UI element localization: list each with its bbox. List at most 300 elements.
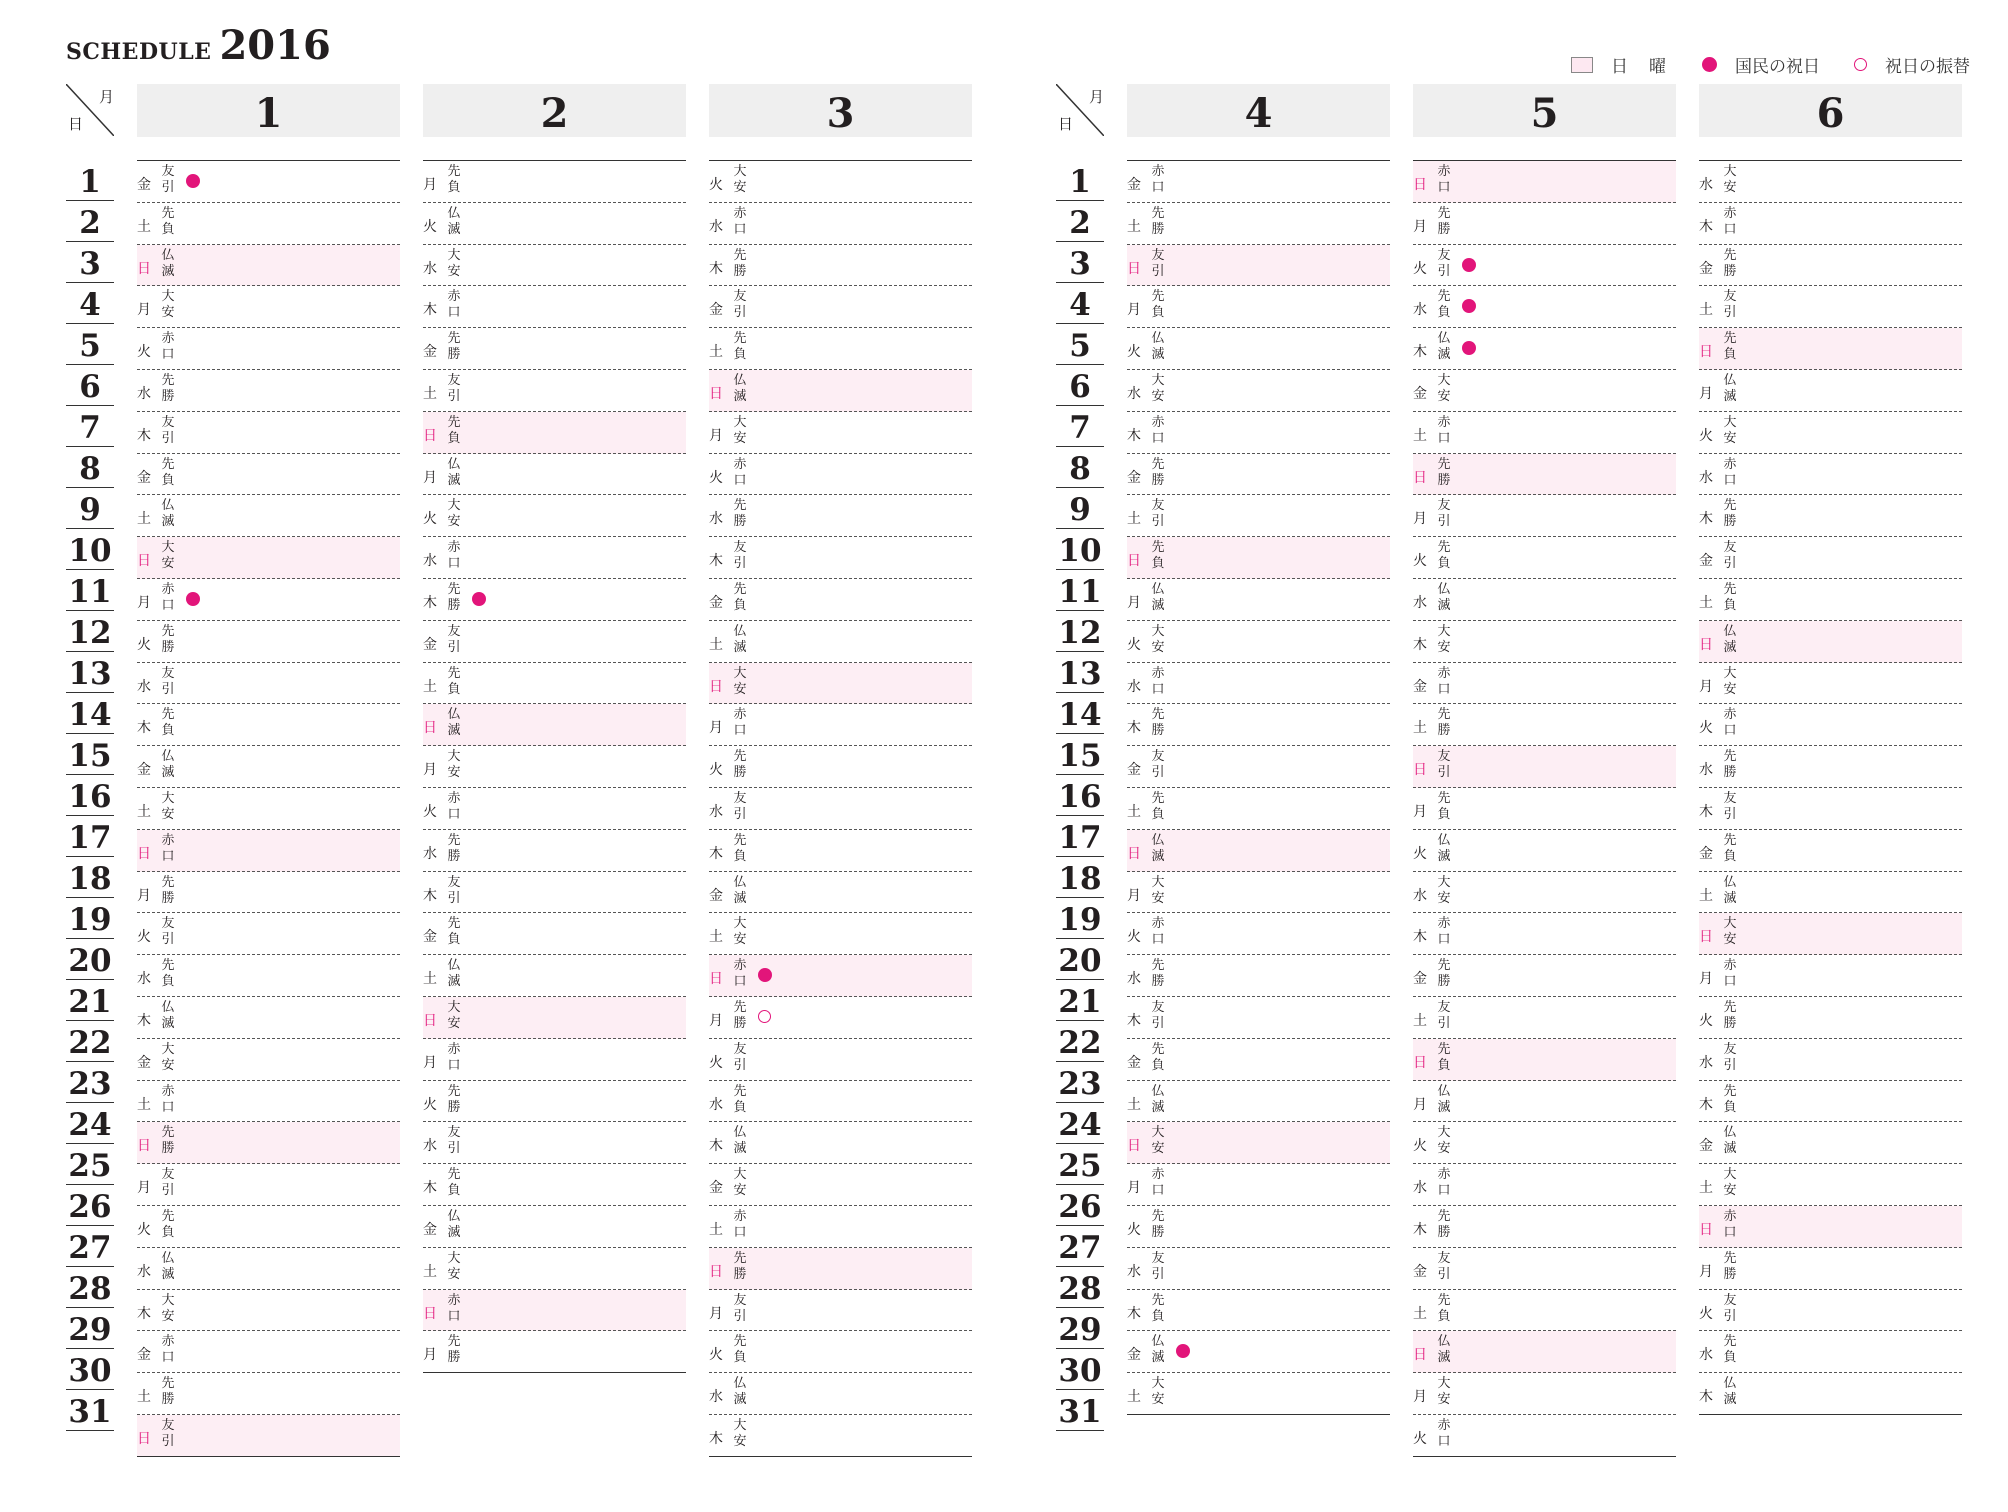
rokuyo-label: 友 引	[1723, 289, 1737, 321]
day-row[interactable]	[1699, 161, 1962, 203]
day-row[interactable]	[423, 1248, 686, 1290]
rokuyo-label: 先 負	[733, 1334, 747, 1366]
day-number: 30	[66, 1349, 114, 1390]
day-row[interactable]	[137, 1206, 400, 1248]
day-row[interactable]	[1699, 1331, 1962, 1373]
weekday-label: 火	[1413, 845, 1427, 862]
day-row[interactable]	[1127, 872, 1390, 914]
day-row[interactable]	[1127, 1290, 1390, 1332]
day-row[interactable]	[1413, 328, 1676, 370]
rokuyo-label: 友 引	[1151, 1250, 1165, 1282]
day-number: 14	[1056, 693, 1104, 734]
day-row[interactable]	[1413, 1164, 1676, 1206]
day-row[interactable]	[137, 1081, 400, 1123]
rokuyo-label: 大 安	[1151, 1376, 1165, 1408]
day-row[interactable]	[137, 1373, 400, 1415]
day-row[interactable]	[1413, 1206, 1676, 1248]
day-number: 6	[66, 365, 114, 406]
day-row[interactable]	[1413, 746, 1676, 788]
day-row[interactable]	[137, 537, 400, 579]
day-row[interactable]	[1413, 1373, 1676, 1415]
day-row[interactable]	[1127, 1331, 1390, 1373]
day-row[interactable]	[709, 1248, 972, 1290]
day-number: 5	[66, 324, 114, 365]
day-row[interactable]	[423, 788, 686, 830]
rokuyo-label: 先 勝	[1151, 205, 1165, 237]
day-row[interactable]	[137, 203, 400, 245]
day-row[interactable]	[1699, 454, 1962, 496]
day-row[interactable]	[423, 663, 686, 705]
day-row[interactable]	[137, 955, 400, 997]
weekday-label: 木	[137, 720, 151, 737]
day-row[interactable]	[709, 203, 972, 245]
day-row[interactable]	[1127, 579, 1390, 621]
weekday-label: 土	[1127, 511, 1141, 528]
day-row[interactable]	[137, 495, 400, 537]
day-row[interactable]	[423, 704, 686, 746]
day-row[interactable]	[423, 621, 686, 663]
weekday-label: 土	[137, 1096, 151, 1113]
weekday-label: 水	[137, 678, 151, 695]
rokuyo-label: 先 勝	[161, 1376, 175, 1408]
corner-month-label: 月	[98, 88, 114, 106]
day-row[interactable]	[1413, 579, 1676, 621]
rokuyo-label: 先 負	[1437, 1041, 1451, 1073]
day-row[interactable]	[709, 1039, 972, 1081]
day-row[interactable]	[1127, 1248, 1390, 1290]
rokuyo-label: 仏 滅	[1723, 874, 1737, 906]
weekday-label: 金	[137, 177, 151, 193]
day-row[interactable]	[1699, 537, 1962, 579]
day-row[interactable]	[709, 454, 972, 496]
rokuyo-label: 仏 滅	[733, 1125, 747, 1157]
weekday-label: 日	[1699, 1221, 1713, 1238]
day-row[interactable]	[1699, 955, 1962, 997]
day-row[interactable]	[1127, 788, 1390, 830]
day-row[interactable]	[709, 663, 972, 705]
weekday-label: 月	[1127, 302, 1141, 319]
day-row[interactable]	[1127, 663, 1390, 705]
day-row[interactable]	[709, 328, 972, 370]
weekday-label: 日	[709, 385, 723, 402]
day-row[interactable]	[1413, 955, 1676, 997]
rokuyo-label: 仏 滅	[1151, 1083, 1165, 1115]
rokuyo-label: 赤 口	[1437, 1167, 1451, 1199]
day-row[interactable]	[1699, 788, 1962, 830]
day-row[interactable]	[1413, 161, 1676, 203]
day-row[interactable]	[1127, 913, 1390, 955]
day-row[interactable]	[1127, 621, 1390, 663]
rokuyo-label: 先 負	[1437, 1292, 1451, 1324]
day-row[interactable]	[1699, 495, 1962, 537]
weekday-label: 火	[709, 177, 723, 193]
day-row[interactable]	[137, 161, 400, 203]
day-row[interactable]	[1127, 161, 1390, 203]
weekday-label: 金	[1127, 177, 1141, 193]
day-row[interactable]	[1699, 245, 1962, 287]
rokuyo-label: 友 引	[733, 1292, 747, 1324]
rokuyo-label: 先 負	[1151, 1041, 1165, 1073]
rokuyo-label: 先 勝	[1723, 1250, 1737, 1282]
day-row[interactable]	[1699, 621, 1962, 663]
weekday-label: 水	[709, 511, 723, 528]
day-row[interactable]	[1127, 328, 1390, 370]
weekday-label: 火	[709, 469, 723, 486]
day-row[interactable]	[137, 454, 400, 496]
day-row[interactable]	[709, 1373, 972, 1415]
day-row[interactable]	[423, 161, 686, 203]
day-row[interactable]	[709, 537, 972, 579]
day-row[interactable]	[1127, 704, 1390, 746]
rokuyo-label: 先 負	[161, 456, 175, 488]
day-row[interactable]	[423, 1039, 686, 1081]
rokuyo-label: 大 安	[1723, 414, 1737, 446]
rokuyo-label: 仏 滅	[447, 456, 461, 488]
day-row[interactable]	[423, 579, 686, 621]
day-row[interactable]	[423, 454, 686, 496]
title-label: SCHEDULE	[66, 39, 212, 65]
day-row[interactable]	[423, 872, 686, 914]
rokuyo-label: 仏 滅	[447, 707, 461, 739]
day-row[interactable]	[709, 245, 972, 287]
day-row[interactable]	[709, 412, 972, 454]
day-number: 29	[66, 1308, 114, 1349]
weekday-label: 日	[423, 427, 437, 444]
weekday-label: 火	[423, 511, 437, 528]
rokuyo-label: 仏 滅	[733, 623, 747, 655]
rokuyo-label: 先 負	[1723, 832, 1737, 864]
day-number: 3	[1056, 242, 1104, 283]
hollow-dot-icon	[1854, 58, 1867, 71]
day-row[interactable]	[709, 286, 972, 328]
rokuyo-label: 先 勝	[1151, 456, 1165, 488]
weekday-label: 木	[1699, 511, 1713, 528]
day-row[interactable]	[1413, 621, 1676, 663]
day-row[interactable]	[1413, 454, 1676, 496]
day-row[interactable]	[1413, 1415, 1676, 1457]
day-row[interactable]	[1699, 1248, 1962, 1290]
rokuyo-label: 先 負	[1723, 331, 1737, 363]
calendar-title	[66, 22, 331, 69]
day-row[interactable]	[1699, 1290, 1962, 1332]
day-row[interactable]	[1413, 1039, 1676, 1081]
day-row[interactable]	[1699, 997, 1962, 1039]
rokuyo-label: 赤 口	[1723, 205, 1737, 237]
day-row[interactable]	[137, 788, 400, 830]
day-row[interactable]	[1127, 245, 1390, 287]
day-row[interactable]	[137, 1122, 400, 1164]
day-number: 24	[1056, 1103, 1104, 1144]
month-column	[1127, 84, 1390, 1408]
day-row[interactable]	[137, 370, 400, 412]
day-row[interactable]	[1413, 537, 1676, 579]
day-row[interactable]	[137, 1415, 400, 1457]
day-row[interactable]	[423, 913, 686, 955]
day-row[interactable]	[1699, 412, 1962, 454]
day-row[interactable]	[137, 872, 400, 914]
day-row[interactable]	[1699, 1039, 1962, 1081]
weekday-label: 水	[709, 218, 723, 235]
day-row[interactable]	[709, 1081, 972, 1123]
day-row[interactable]	[423, 955, 686, 997]
day-row[interactable]	[137, 746, 400, 788]
weekday-label: 金	[1699, 260, 1713, 277]
rokuyo-label: 大 安	[733, 1167, 747, 1199]
day-row[interactable]	[709, 621, 972, 663]
rokuyo-label: 大 安	[1437, 1125, 1451, 1157]
day-row[interactable]	[1127, 370, 1390, 412]
day-row[interactable]	[1127, 495, 1390, 537]
day-row[interactable]	[1127, 1039, 1390, 1081]
holiday-dot-icon	[1462, 258, 1476, 272]
day-row[interactable]	[423, 203, 686, 245]
day-row[interactable]	[709, 1290, 972, 1332]
day-row[interactable]	[1127, 286, 1390, 328]
day-row[interactable]	[1127, 537, 1390, 579]
rokuyo-label: 赤 口	[1151, 916, 1165, 948]
day-row[interactable]	[709, 830, 972, 872]
weekday-label: 水	[423, 1138, 437, 1155]
month-header: 1	[137, 84, 400, 137]
day-row[interactable]	[1413, 1290, 1676, 1332]
weekday-label: 木	[423, 594, 437, 611]
weekday-label: 土	[423, 678, 437, 695]
day-row[interactable]	[137, 286, 400, 328]
weekday-label: 木	[709, 1138, 723, 1155]
day-row[interactable]	[137, 830, 400, 872]
day-row[interactable]	[709, 1164, 972, 1206]
day-row[interactable]	[1127, 1206, 1390, 1248]
weekday-label: 火	[709, 1347, 723, 1364]
day-number: 19	[66, 898, 114, 939]
month-header: 6	[1699, 84, 1962, 137]
day-row[interactable]	[1699, 663, 1962, 705]
day-row[interactable]	[1127, 746, 1390, 788]
day-row[interactable]	[1699, 286, 1962, 328]
weekday-label: 火	[137, 636, 151, 653]
day-row[interactable]	[137, 997, 400, 1039]
weekday-label: 水	[1127, 1263, 1141, 1280]
day-row[interactable]	[423, 328, 686, 370]
day-row[interactable]	[423, 1081, 686, 1123]
day-row[interactable]	[709, 1206, 972, 1248]
day-row[interactable]	[137, 1331, 400, 1373]
day-row[interactable]	[1413, 495, 1676, 537]
day-row[interactable]	[1127, 203, 1390, 245]
day-row[interactable]	[709, 872, 972, 914]
day-number: 8	[1056, 447, 1104, 488]
day-row[interactable]	[1413, 997, 1676, 1039]
day-row[interactable]	[709, 370, 972, 412]
weekday-label: 金	[709, 887, 723, 904]
weekday-label: 月	[137, 1180, 151, 1197]
day-row[interactable]	[1413, 370, 1676, 412]
day-row[interactable]	[423, 286, 686, 328]
day-row[interactable]	[423, 412, 686, 454]
weekday-label: 木	[423, 302, 437, 319]
weekday-label: 水	[1699, 1054, 1713, 1071]
day-row[interactable]	[709, 997, 972, 1039]
weekday-label: 日	[423, 1305, 437, 1322]
day-row[interactable]	[1413, 663, 1676, 705]
day-row[interactable]	[1127, 1164, 1390, 1206]
day-row[interactable]	[709, 746, 972, 788]
day-row[interactable]	[1699, 830, 1962, 872]
day-row[interactable]	[1699, 328, 1962, 370]
day-row[interactable]	[423, 1122, 686, 1164]
day-row[interactable]	[1413, 1081, 1676, 1123]
day-row[interactable]	[1127, 454, 1390, 496]
substitute-holiday-icon	[758, 1010, 771, 1023]
weekday-label: 水	[1413, 302, 1427, 319]
day-row[interactable]	[1699, 1122, 1962, 1164]
day-row[interactable]	[423, 746, 686, 788]
rokuyo-label: 大 安	[1151, 623, 1165, 655]
day-row[interactable]	[423, 1164, 686, 1206]
corner-day-label: 日	[1058, 115, 1074, 133]
day-row[interactable]	[423, 1290, 686, 1332]
day-row[interactable]	[1699, 579, 1962, 621]
rokuyo-label: 先 勝	[1437, 958, 1451, 990]
day-row[interactable]	[709, 161, 972, 203]
rokuyo-label: 大 安	[161, 540, 175, 572]
day-number: 23	[66, 1062, 114, 1103]
day-row[interactable]	[1699, 746, 1962, 788]
weekday-label: 月	[423, 1054, 437, 1071]
day-row[interactable]	[1127, 830, 1390, 872]
holiday-dot-icon	[472, 592, 486, 606]
day-number: 24	[66, 1103, 114, 1144]
day-row[interactable]	[1699, 370, 1962, 412]
day-row[interactable]	[1699, 913, 1962, 955]
day-row[interactable]	[1127, 1122, 1390, 1164]
rokuyo-label: 先 負	[161, 205, 175, 237]
rokuyo-label: 先 勝	[733, 498, 747, 530]
day-row[interactable]	[1413, 1122, 1676, 1164]
day-row[interactable]	[1699, 872, 1962, 914]
day-row[interactable]	[709, 788, 972, 830]
day-row[interactable]	[709, 495, 972, 537]
day-row[interactable]	[423, 1206, 686, 1248]
legend-sunday	[1571, 52, 1668, 77]
day-row[interactable]	[137, 412, 400, 454]
rokuyo-label: 仏 滅	[161, 999, 175, 1031]
day-row[interactable]	[423, 830, 686, 872]
day-row[interactable]	[709, 955, 972, 997]
day-row[interactable]	[137, 1248, 400, 1290]
day-row[interactable]	[1699, 1373, 1962, 1415]
rokuyo-label: 先 負	[1151, 1292, 1165, 1324]
day-row[interactable]	[423, 245, 686, 287]
day-row[interactable]	[709, 913, 972, 955]
day-row[interactable]	[1127, 1373, 1390, 1415]
rokuyo-label: 先 勝	[1151, 958, 1165, 990]
day-row[interactable]	[137, 704, 400, 746]
weekday-label: 木	[1413, 344, 1427, 361]
day-row[interactable]	[137, 621, 400, 663]
weekday-label: 土	[709, 1221, 723, 1238]
day-number: 9	[1056, 488, 1104, 529]
rokuyo-label: 友 引	[447, 623, 461, 655]
day-number: 17	[66, 816, 114, 857]
day-row[interactable]	[1413, 286, 1676, 328]
day-row[interactable]	[1127, 1081, 1390, 1123]
day-number: 21	[66, 980, 114, 1021]
day-row[interactable]	[1413, 913, 1676, 955]
day-number: 26	[1056, 1185, 1104, 1226]
weekday-label: 木	[1127, 1012, 1141, 1029]
day-row[interactable]	[423, 495, 686, 537]
rokuyo-label: 仏 滅	[1723, 372, 1737, 404]
day-row[interactable]	[709, 1122, 972, 1164]
day-row[interactable]	[1413, 1248, 1676, 1290]
rokuyo-label: 仏 滅	[1723, 1125, 1737, 1157]
day-row[interactable]	[1413, 830, 1676, 872]
day-row[interactable]	[137, 245, 400, 287]
day-row[interactable]	[1699, 1081, 1962, 1123]
day-row[interactable]	[1699, 704, 1962, 746]
rokuyo-label: 仏 滅	[1151, 581, 1165, 613]
day-row[interactable]	[1127, 955, 1390, 997]
day-row[interactable]	[709, 1331, 972, 1373]
weekday-label: 土	[1127, 218, 1141, 235]
day-row[interactable]	[137, 328, 400, 370]
day-row[interactable]	[1413, 245, 1676, 287]
rokuyo-label: 大 安	[447, 1250, 461, 1282]
rokuyo-label: 赤 口	[733, 205, 747, 237]
day-row[interactable]	[709, 1415, 972, 1457]
day-row[interactable]	[137, 1290, 400, 1332]
rokuyo-label: 友 引	[161, 665, 175, 697]
day-row[interactable]	[137, 1039, 400, 1081]
day-row[interactable]	[709, 704, 972, 746]
day-row[interactable]	[137, 663, 400, 705]
day-number: 22	[66, 1021, 114, 1062]
day-row[interactable]	[1699, 1164, 1962, 1206]
rokuyo-label: 大 安	[733, 665, 747, 697]
day-row[interactable]	[1413, 1331, 1676, 1373]
day-row[interactable]	[1127, 997, 1390, 1039]
weekday-label: 土	[423, 1263, 437, 1280]
day-row[interactable]	[1413, 788, 1676, 830]
weekday-label: 木	[1127, 1305, 1141, 1322]
day-row[interactable]	[423, 370, 686, 412]
day-row[interactable]	[137, 913, 400, 955]
rokuyo-label: 仏 滅	[447, 1208, 461, 1240]
day-row[interactable]	[709, 579, 972, 621]
day-row[interactable]	[1699, 1206, 1962, 1248]
day-row[interactable]	[1413, 203, 1676, 245]
day-row[interactable]	[1413, 872, 1676, 914]
day-row[interactable]	[423, 997, 686, 1039]
rokuyo-label: 先 勝	[733, 999, 747, 1031]
rokuyo-label: 先 負	[447, 1167, 461, 1199]
day-row[interactable]	[1413, 704, 1676, 746]
rokuyo-label: 先 負	[161, 958, 175, 990]
weekday-label: 月	[423, 1347, 437, 1364]
day-row[interactable]	[137, 1164, 400, 1206]
day-row[interactable]	[423, 537, 686, 579]
rokuyo-label: 赤 口	[161, 1334, 175, 1366]
day-row[interactable]	[1699, 203, 1962, 245]
day-row[interactable]	[137, 579, 400, 621]
day-row[interactable]	[423, 1331, 686, 1373]
rokuyo-label: 友 引	[1723, 1041, 1737, 1073]
weekday-label: 金	[1413, 1263, 1427, 1280]
day-row[interactable]	[1127, 412, 1390, 454]
rokuyo-label: 大 安	[447, 749, 461, 781]
day-row[interactable]	[1413, 412, 1676, 454]
